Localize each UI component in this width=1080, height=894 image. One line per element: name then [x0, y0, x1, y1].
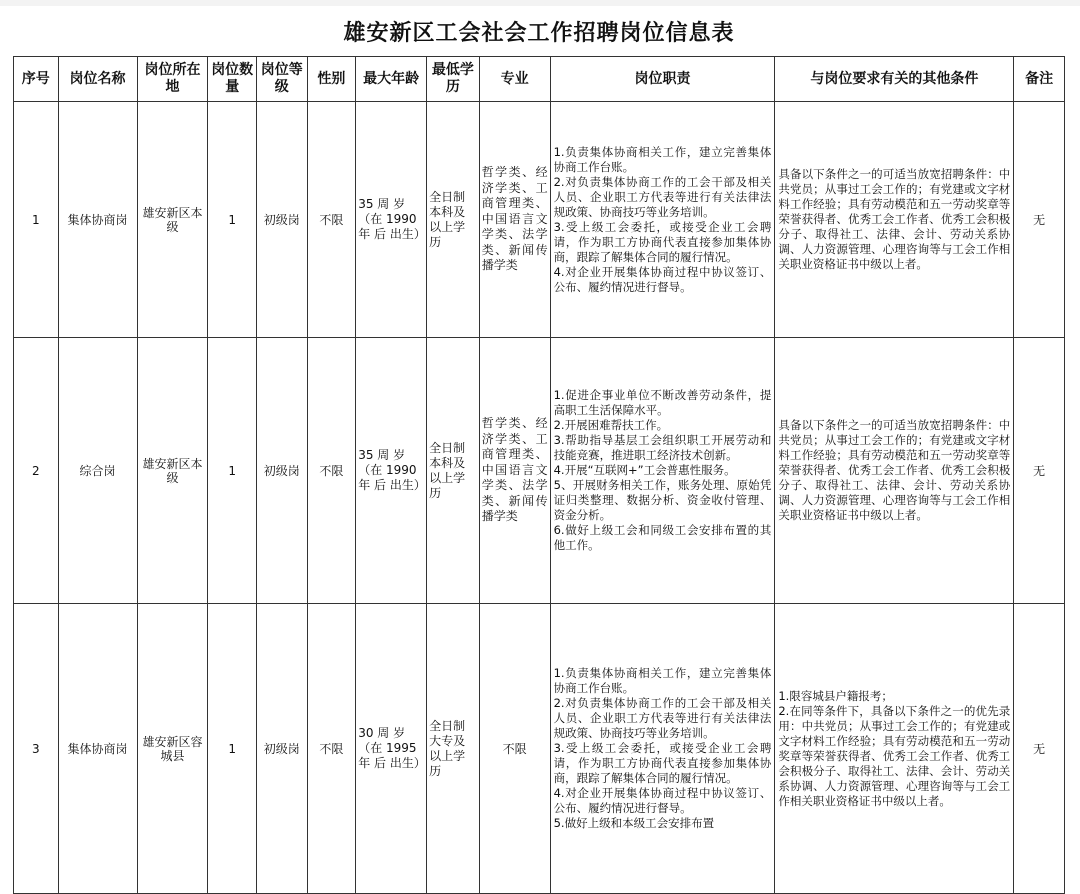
- header-location: 岗位所在地: [137, 57, 208, 102]
- recruitment-table: [13, 56, 1065, 894]
- table-row: [14, 102, 1065, 338]
- cell-age: 35 周 岁（在 1990 年 后 出生）: [356, 338, 427, 604]
- cell-major: 哲学类、经济学类、工商管理类、中国语言文学类、法学类、新闻传播学类: [479, 338, 550, 604]
- cell-age: 35 周 岁（在 1990 年 后 出生）: [356, 102, 427, 338]
- cell-edu: 全日制本科及以上学历: [427, 102, 480, 338]
- header-duty: 岗位职责: [550, 57, 775, 102]
- table-row: [14, 604, 1065, 894]
- cell-remark: 无: [1014, 338, 1065, 604]
- cell-name: 集体协商岗: [58, 102, 137, 338]
- header-major: 专业: [479, 57, 550, 102]
- cell-location: 雄安新区本级: [137, 102, 208, 338]
- cell-level: 初级岗: [256, 604, 307, 894]
- header-remark: 备注: [1014, 57, 1065, 102]
- cell-location: 雄安新区容城县: [137, 604, 208, 894]
- cell-duty: 1.负责集体协商相关工作，建立完善集体协商工作台账。 2.对负责集体协商工作的工会干部及相关人员、企业职工方代表等进行有关法律法规政策、协商技巧等业务培训。 3.受上级工会委托，或接受企业工会聘请，作为职工方协商代表直接参加集体协商，跟踪了解集体合同的履行情况。 4.对企业开展集体协商过程中协议签订、公布、履约情况进行督导。: [550, 102, 775, 338]
- header-name: 岗位名称: [58, 57, 137, 102]
- cell-edu: 全日制大专及以上学历: [427, 604, 480, 894]
- header-count: 岗位数量: [208, 57, 257, 102]
- cell-major: 不限: [479, 604, 550, 894]
- header-other: 与岗位要求有关的其他条件: [775, 57, 1014, 102]
- cell-gender: 不限: [307, 604, 356, 894]
- page-title: 雄安新区工会社会工作招聘岗位信息表: [343, 20, 735, 46]
- header-no: 序号: [14, 57, 59, 102]
- cell-age: 30 周 岁（在 1995 年 后 出生）: [356, 604, 427, 894]
- cell-other: 具备以下条件之一的可适当放宽招聘条件：中共党员；从事过工会工作的；有党建或文字材料工作经验；具有劳动模范和五一劳动奖章等荣誉获得者、优秀工会工作者、优秀工会积极分子、取得社工、法律、会计、劳动关系协调、人力资源管理、心理咨询等与工会工作相关职业资格证书中级以上者。: [775, 102, 1014, 338]
- header-age: 最大年龄: [356, 57, 427, 102]
- cell-no: 1: [14, 102, 59, 338]
- header-level: 岗位等级: [256, 57, 307, 102]
- cell-other: 具备以下条件之一的可适当放宽招聘条件：中共党员；从事过工会工作的；有党建或文字材料工作经验；具有劳动模范和五一劳动奖章等荣誉获得者、优秀工会工作者、优秀工会积极分子、取得社工、法律、会计、劳动关系协调、人力资源管理、心理咨询等与工会工作相关职业资格证书中级以上者。: [775, 338, 1014, 604]
- header-gender: 性别: [307, 57, 356, 102]
- cell-name: 综合岗: [58, 338, 137, 604]
- cell-name: 集体协商岗: [58, 604, 137, 894]
- cell-gender: 不限: [307, 338, 356, 604]
- cell-no: 2: [14, 338, 59, 604]
- table-row: [14, 338, 1065, 604]
- top-strip: [0, 0, 1080, 6]
- cell-level: 初级岗: [256, 102, 307, 338]
- cell-duty: 1.负责集体协商相关工作，建立完善集体协商工作台账。 2.对负责集体协商工作的工会干部及相关人员、企业职工方代表等进行有关法律法规政策、协商技巧等业务培训。 3.受上级工会委托，或接受企业工会聘请，作为职工方协商代表直接参加集体协商，跟踪了解集体合同的履行情况。 4.对企业开展集体协商过程中协议签订、公布、履约情况进行督导。 5.做好上级和本级工会安排布置: [550, 604, 775, 894]
- cell-no: 3: [14, 604, 59, 894]
- header-row: [14, 57, 1065, 102]
- cell-other: 1.限容城县户籍报考； 2.在同等条件下，具备以下条件之一的优先录用：中共党员；从事过工会工作的；有党建或文字材料工作经验；具有劳动模范和五一劳动奖章等荣誉获得者、优秀工会工作者、优秀工会积极分子、取得社工、法律、会计、劳动关系协调、人力资源管理、心理咨询等与工会工作相关职业资格证书中级以上者。: [775, 604, 1014, 894]
- cell-major: 哲学类、经济学类、工商管理类、中国语言文学类、法学类、新闻传播学类: [479, 102, 550, 338]
- cell-remark: 无: [1014, 102, 1065, 338]
- cell-count: 1: [208, 102, 257, 338]
- cell-edu: 全日制本科及以上学历: [427, 338, 480, 604]
- cell-count: 1: [208, 338, 257, 604]
- cell-level: 初级岗: [256, 338, 307, 604]
- cell-remark: 无: [1014, 604, 1065, 894]
- cell-count: 1: [208, 604, 257, 894]
- recruitment-table-page: [13, 10, 1065, 894]
- cell-gender: 不限: [307, 102, 356, 338]
- header-edu: 最低学历: [427, 57, 480, 102]
- cell-duty: 1.促进企事业单位不断改善劳动条件，提高职工生活保障水平。 2.开展困难帮扶工作。 3.帮助指导基层工会组织职工开展劳动和技能竞赛，推进职工经济技术创新。 4.开展“互联网+”工会普惠性服务。 5、开展财务相关工作，账务处理、原始凭证归类整理、数据分析、资金收付管理、资金分析。 6.做好上级工会和同级工会安排布置的其他工作。: [550, 338, 775, 604]
- cell-location: 雄安新区本级: [137, 338, 208, 604]
